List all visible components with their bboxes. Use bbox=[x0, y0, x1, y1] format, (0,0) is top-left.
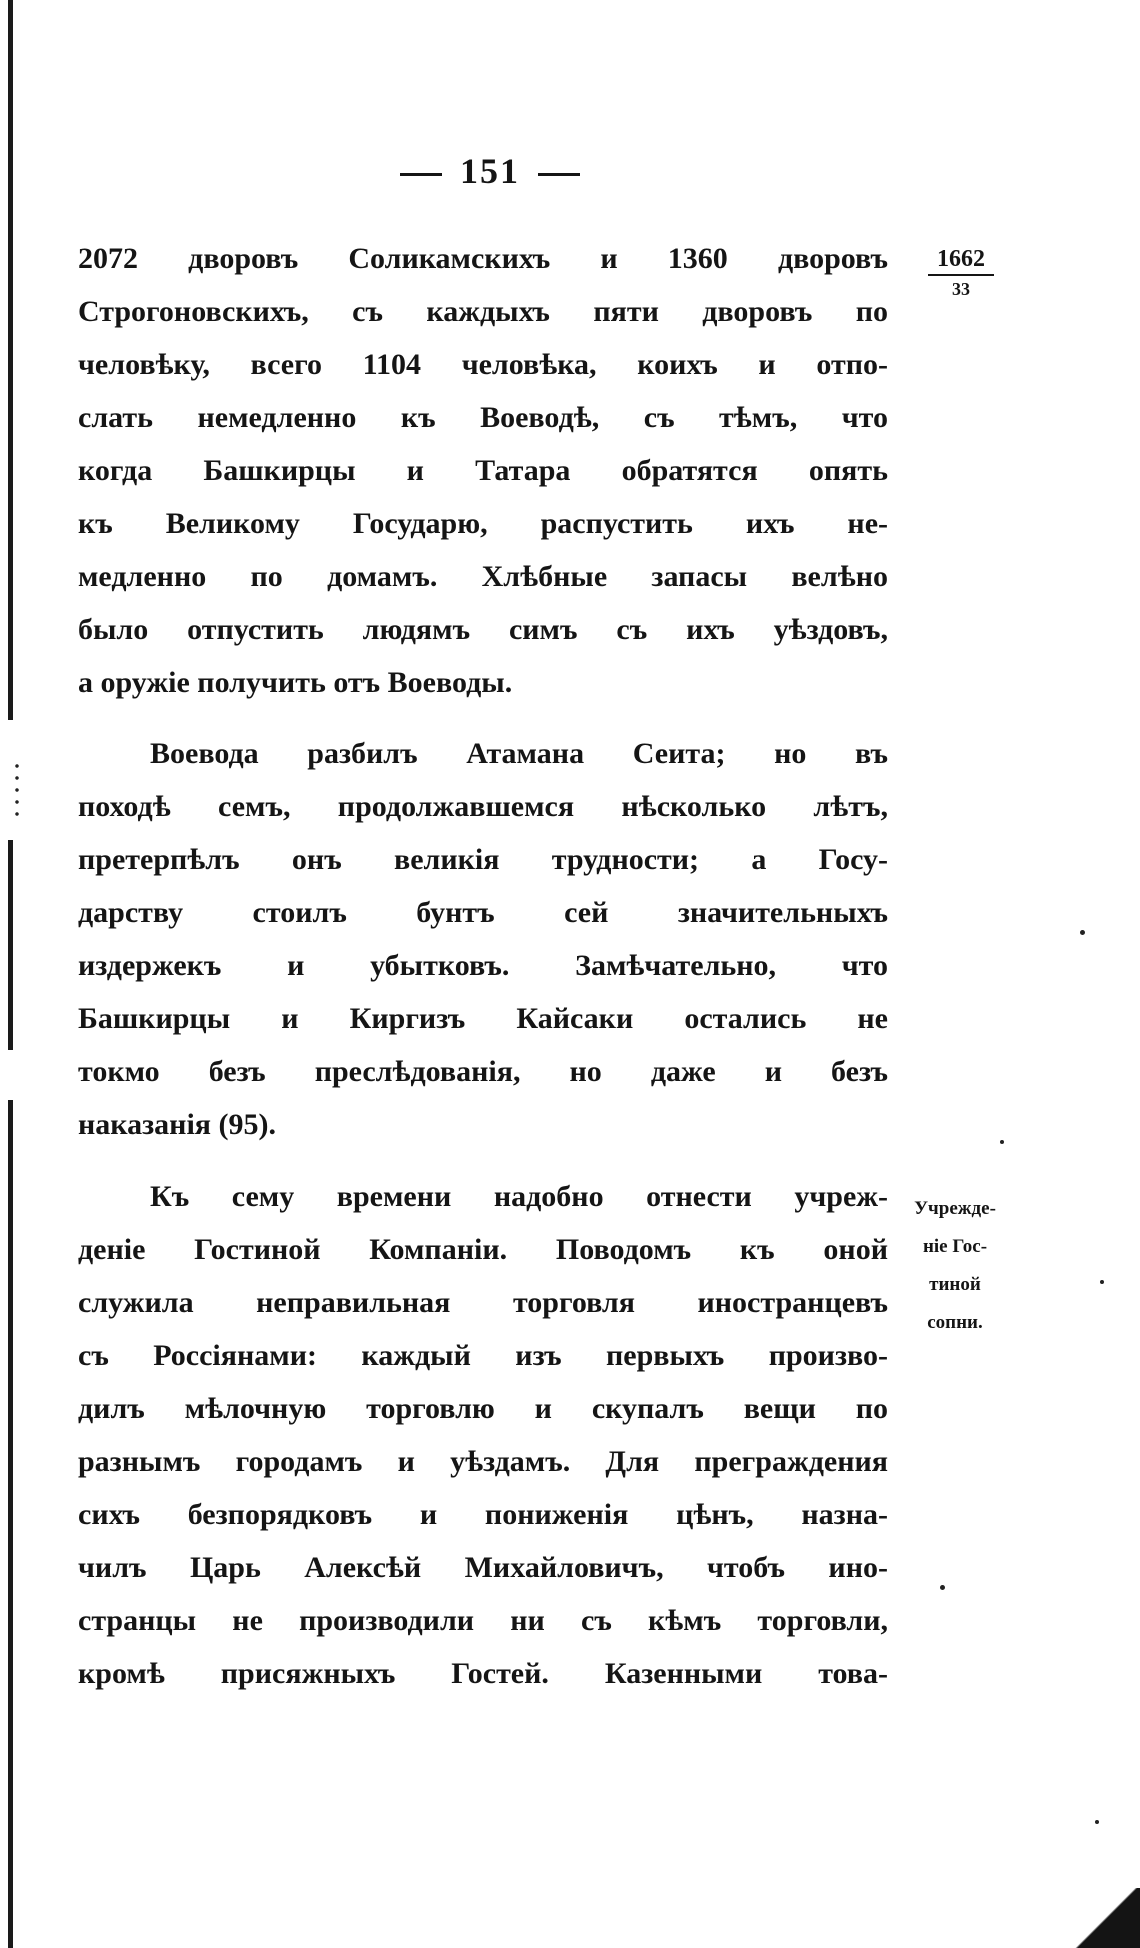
margin-note-line: Учрежде- bbox=[914, 1198, 996, 1219]
text-line: а оружіе получить отъ Воеводы. bbox=[78, 666, 513, 699]
text-line: деніе Гостиной Компаніи. Поводомъ къ оной bbox=[78, 1233, 888, 1266]
scan-edge-dots bbox=[14, 760, 20, 820]
text-line: походѣ семъ, продолжавшемся нѣсколько лѣтъ, bbox=[78, 790, 888, 823]
paragraph-3 bbox=[78, 1170, 888, 1700]
margin-year-sub: 33 bbox=[952, 279, 970, 299]
scan-edge-shadow bbox=[8, 0, 13, 720]
scan-speck bbox=[940, 1585, 945, 1590]
scan-speck bbox=[1080, 930, 1085, 935]
dash-left bbox=[400, 173, 442, 176]
scan-speck bbox=[1095, 1820, 1099, 1824]
text-line: Башкирцы и Киргизъ Кайсаки остались не bbox=[78, 1002, 888, 1035]
scan-speck bbox=[1000, 1140, 1004, 1144]
text-line: къ Великому Государю, распустить ихъ не- bbox=[78, 507, 888, 540]
dash-right bbox=[538, 173, 580, 176]
text-line: было отпустить людямъ симъ съ ихъ уѣздовъ, bbox=[78, 613, 888, 646]
text-line: человѣку, всего 1104 человѣка, коихъ и отпо- bbox=[78, 348, 888, 381]
text-line: претерпѣлъ онъ великія трудности; а Госу- bbox=[78, 843, 888, 876]
margin-year-note bbox=[928, 246, 994, 299]
text-line: съ Россіянами: каждый изъ первыхъ произво- bbox=[78, 1339, 888, 1372]
paragraph-2 bbox=[78, 727, 888, 1151]
text-line: служила неправильная торговля иностранцевъ bbox=[78, 1286, 888, 1319]
margin-note-line: сопни. bbox=[927, 1312, 983, 1333]
text-line: 2072 дворовъ Соликамскихъ и 1360 дворовъ bbox=[78, 242, 888, 275]
text-line: сихъ безпорядковъ и пониженія цѣнъ, назна- bbox=[78, 1498, 888, 1531]
scan-speck bbox=[1100, 1280, 1104, 1284]
scan-edge-shadow bbox=[8, 1100, 13, 1948]
text-line: издержекъ и убытковъ. Замѣчательно, что bbox=[78, 949, 888, 982]
paragraph-1 bbox=[78, 232, 888, 709]
text-line: Строгоновскихъ, съ каждыхъ пяти дворовъ по bbox=[78, 295, 888, 328]
text-line: когда Башкирцы и Татара обратятся опять bbox=[78, 454, 888, 487]
page-number-value: 151 bbox=[460, 151, 520, 191]
text-line: разнымъ городамъ и уѣздамъ. Для преграждения bbox=[78, 1445, 888, 1478]
margin-note-line: ніе Гос- bbox=[922, 1236, 988, 1257]
margin-year-value: 1662 bbox=[937, 246, 985, 272]
page-number bbox=[350, 150, 630, 192]
text-line: слать немедленно къ Воеводѣ, съ тѣмъ, что bbox=[78, 401, 888, 434]
text-line: чилъ Царь Алексѣй Михайловичъ, чтобъ ино- bbox=[78, 1551, 888, 1584]
text-line: странцы не производили ни съ кѣмъ торговли, bbox=[78, 1604, 888, 1637]
margin-note bbox=[900, 1190, 1010, 1342]
text-line: медленно по домамъ. Хлѣбные запасы велѣно bbox=[78, 560, 888, 593]
margin-note-line: тиной bbox=[929, 1274, 981, 1295]
text-line: Къ сему времени надобно отнести учреж- bbox=[150, 1180, 888, 1213]
text-line: токмо безъ преслѣдованія, но даже и безъ bbox=[78, 1055, 888, 1088]
scan-edge-shadow bbox=[8, 840, 13, 1050]
text-line: наказанія (95). bbox=[78, 1108, 277, 1141]
text-line: кромѣ присяжныхъ Гостей. Казенными това- bbox=[78, 1657, 888, 1690]
text-line: дарству стоилъ бунтъ сей значительныхъ bbox=[78, 896, 888, 929]
text-line: дилъ мѣлочную торговлю и скупалъ вещи по bbox=[78, 1392, 888, 1425]
margin-year-rule bbox=[928, 274, 994, 276]
text-line: Воевода разбилъ Атамана Сеита; но въ bbox=[150, 737, 888, 770]
scan-corner-blot bbox=[1070, 1888, 1140, 1948]
